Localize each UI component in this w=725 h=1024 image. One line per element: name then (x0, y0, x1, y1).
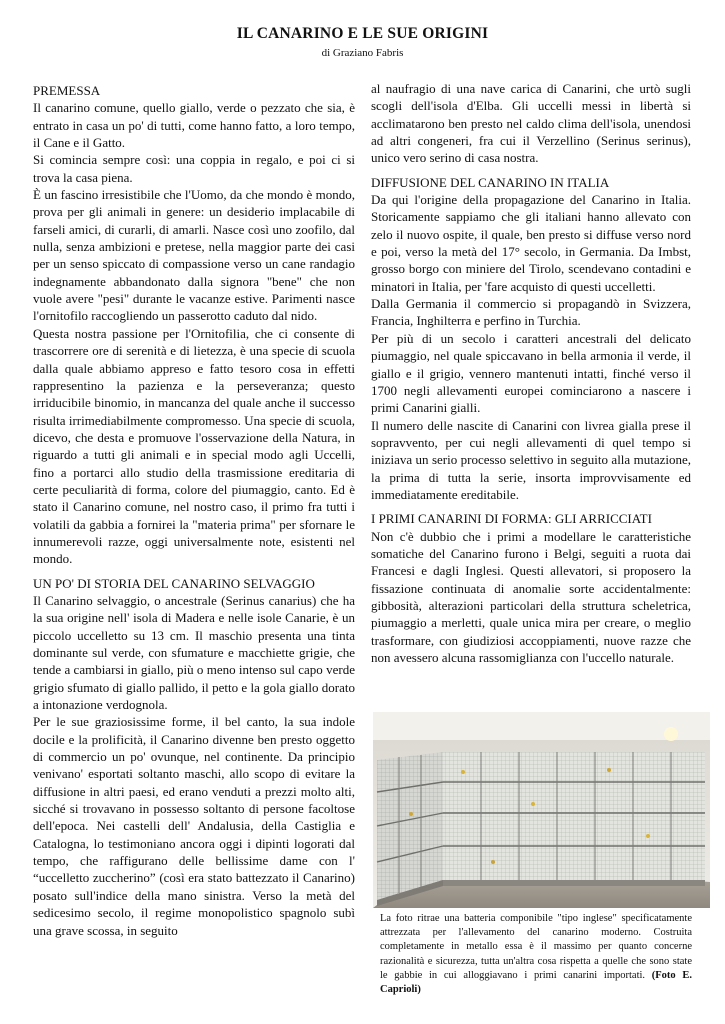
article-title: IL CANARINO E LE SUE ORIGINI (236, 25, 489, 42)
paragraph: Il numero delle nascite di Canarini con livrea gialla prese il sopravvento, per cui negli allevamenti di quel tempo si iniziava un serio processo selettivo in seguito alla mutazione, la prima di tutta la serie, insorta improvvisamente ed immediatamente ereditabile. (371, 417, 691, 502)
paragraph: Per le sue graziosissime forme, il bel canto, la sua indole docile e la prolificità, il Canarino divenne ben presto oggetto di commercio un po' ovunque, nel continente. Da principio venivano' esportati soltanto maschi, allo scopo di evitare la diffusione in altri paesi, ed erano venduti a prezzi molto alti, sicché si trovavano in possesso soltanto di persone facoltose dell'epoca. Nei castelli dell' Andalusia, della Castiglia e Catalogna, lo testimoniano ancora oggi i dipinti logorati dal tempo, che raffigurano delle bellissime dame con l' “uccelletto zuccherino” (così era stato battezzato il Canarino) posato sull'indice della mano sinistra. Verso la metà del sedicesimo secolo, il regime monopolistico spagnolo subì una grave scossa, in seguito (33, 714, 355, 938)
aviary-cage-illustration (373, 712, 710, 908)
paragraph: Dalla Germania il commercio si propagandò in Svizzera, Francia, Inghilterra e perfino in Turchia. (371, 296, 691, 329)
photo-caption-text: La foto ritrae una batteria componibile "tipo inglese" specificatamente attrezzata per l'allevamento del canarino moderno. Costruita completamente in metallo essa è il massimo per quanto concerne razionalità e sicurezza, tutta un'altra cosa rispetta a quelle che sono state le gabbie in cui alloggiavano i primi canarini importati. (380, 913, 692, 981)
section-heading-premessa: PREMESSA (33, 83, 101, 98)
paragraph: Questa nostra passione per l'Ornitofilia, che ci consente di trascorrere ore di serenità e di lietezza, è una specie di scuola dalla quale abbiamo appreso e fatto tesoro cosa in effetti rappresentino la pazienza e la perseveranza; questo irriducibile binomio, in mancanza del quale anche il successo risulta irrimediabilmente compromesso. Una specie di scuola, dicevo, che desta e promuove l'osservazione della Natura, in riguardo a tutti gli animali e in special modo agli Uccelli, fino a portarci allo studio della trasmissione ereditaria di certe peculiarità di forma, colore del piumaggio, canto. Ed è stato il Canarino comune, nel nostro caso, il primo fra tutti i volatili da gabbia a fornirei la "materia prima" per sfornare le innumerevoli razze, oggi universalmente note, esistenti nel mondo. (33, 325, 355, 567)
photo-credit: (Foto E. Caprioli) (380, 969, 693, 996)
paragraph: al naufragio di una nave carica di Canarini, che urtò sugli scogli dell'isola d'Elba. Gli uccelli messi in libertà si acclimatarono ben presto nel caldo clima dell'isola, unendosi ad altri congeneri, fra cui il Verzellino (Serinus serinus), unico vero serino di casa nostra. (371, 81, 691, 166)
paragraph: Il canarino comune, quello giallo, verde o pezzato che sia, è entrato in casa un po' di tutti, come hanno fatto, a loro tempo, il Cane e il Gatto. (33, 100, 355, 151)
paragraph: Da qui l'origine della propagazione del Canarino in Italia. Storicamente sappiamo che gli italiani hanno allevato con zelo il nuovo ospite, il quale, ben presto si diffuse verso nord e poi, verso la metà del 17° secolo, in Germania. Da Imbst, grosso borgo con miniere del Tirolo, scendevano contadini e minatori in Italia, per 'fare acquisto di questi uccelletti. (371, 192, 691, 294)
paragraph: È un fascino irresistibile che l'Uomo, da che mondo è mondo, prova per gli animali in genere: un desiderio implacabile di farseli amici, di curarli, di amarli. Nasce così uno zoofilo, dal nulla, senza ambizioni e pretese, nella maggior parte dei casi per un senso spiccato di compassione verso un cane randagio indegnamente abbandonato dalla signora "bene" che non vuole avere "pesi" durante le vacanze estive. Parimenti nasce l'ornitofilo raccogliendo un passerotto caduto dal nido. (33, 187, 355, 324)
paragraph: Per più di un secolo i caratteri ancestrali del delicato piumaggio, nel quale spiccavano in bella armonia il verde, il giallo e il grigio, vennero mantenuti intatti, finché verso il 1700 negli allevamenti europei cominciarono a nascere i primi Canarini gialli. (371, 330, 691, 416)
photo-caption (380, 912, 692, 997)
left-column (33, 82, 355, 939)
paragraph: Il Canarino selvaggio, o ancestrale (Serinus canarius) che ha la sua origine nell' isola di Madera e nelle isole Canarie, è un piccolo uccelletto su 13 cm. Il maschio presenta una tinta dominante sul verde, con sfumature e macchiette grigie, che tende a cambiarsi in giallo, più o meno intenso sul capo verde grigio sfumato di giallo pallido, il petto e la gola giallo dorato a intonazione verdognola. (33, 592, 355, 713)
paragraph: Non c'è dubbio che i primi a modellare le caratteristiche somatiche del Canarino furono i Belgi, seguiti a ruota dai Francesi e dagli Inglesi. Questi allevatori, si proposero la fissazione continuata di anomalie sorte accidentalmente: gibbosità, alterazioni particolari della struttura scheletrica, piumaggio a merletti, quale unica mira per creare, o meglio trasformare, con giudiziosi accoppiamenti, nuove razze che non avessero alcuna rassomiglianza con l'uccello naturale. (371, 528, 691, 665)
paragraph: Si comincia sempre così: una coppia in regalo, e poi ci si trova la casa piena. (33, 152, 355, 185)
article-byline: di Graziano Fabris (321, 47, 404, 59)
section-heading-storia: UN PO' DI STORIA DEL CANARINO SELVAGGIO (33, 575, 315, 591)
section-heading-forma: I PRIMI CANARINI DI FORMA: GLI ARRICCIATI (371, 511, 652, 527)
right-column (371, 80, 691, 666)
section-heading-diffusione: DIFFUSIONE DEL CANARINO IN ITALIA (371, 174, 610, 190)
aviary-cage-photo (373, 712, 710, 908)
